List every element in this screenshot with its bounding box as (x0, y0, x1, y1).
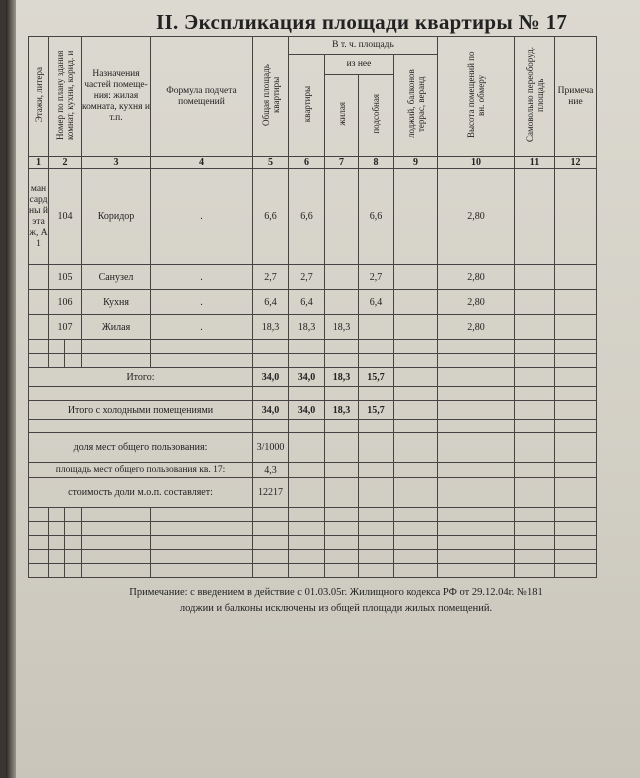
col-num: 1 (29, 157, 49, 169)
totals-label: Итого: (29, 368, 253, 387)
explication-table (28, 36, 597, 578)
cold-apt: 34,0 (289, 401, 325, 420)
col-num: 2 (49, 157, 82, 169)
col-num: 5 (253, 157, 289, 169)
room-apt: 18,3 (289, 315, 325, 340)
room-height: 2,80 (438, 315, 515, 340)
empty-row (29, 354, 597, 368)
shared-area-value: 4,3 (253, 463, 289, 478)
room-unauthorized (515, 169, 555, 265)
empty-row (29, 536, 597, 550)
header-of-it: из нее (325, 55, 394, 75)
room-name: Санузел (82, 265, 151, 290)
room-formula: . (151, 290, 253, 315)
room-height: 2,80 (438, 265, 515, 290)
totals-aux: 15,7 (359, 368, 394, 387)
room-name: Коридор (82, 169, 151, 265)
empty-row (29, 420, 597, 433)
room-aux (359, 315, 394, 340)
room-formula: . (151, 315, 253, 340)
col-num: 12 (555, 157, 597, 169)
shared-cost-value: 12217 (253, 478, 289, 508)
room-total: 2,7 (253, 265, 289, 290)
empty-row (29, 387, 597, 401)
header-living: жилая (325, 74, 359, 156)
col-num: 4 (151, 157, 253, 169)
room-loggia (394, 169, 438, 265)
header-height: Высота помещений по вн. обмеру (438, 37, 515, 157)
header-room-no: Номер по плану здания комнат, кухни, корид. и (49, 37, 82, 157)
room-height: 2,80 (438, 290, 515, 315)
empty-row (29, 522, 597, 536)
table-row (29, 265, 597, 290)
shared-cost-label: стоимость доли м.о.п. составляет: (29, 478, 253, 508)
footnote-line-1: Примечание: с введением в действие с 01.03.05г. Жилищного кодекса РФ от 29.12.04г. №181 (129, 587, 543, 598)
room-living (325, 169, 359, 265)
room-no: 107 (49, 315, 82, 340)
header-formula: Формула подчета помещений (151, 37, 253, 157)
header-loggias: лоджий, балконов террас, веранд (394, 55, 438, 157)
room-no: 105 (49, 265, 82, 290)
room-apt: 6,4 (289, 290, 325, 315)
document-title: II. Экспликация площади квартиры № 17 (156, 10, 568, 34)
cold-living: 18,3 (325, 401, 359, 420)
room-aux: 2,7 (359, 265, 394, 290)
document-page (6, 0, 640, 778)
room-no: 106 (49, 290, 82, 315)
empty-row (29, 508, 597, 522)
col-num: 9 (394, 157, 438, 169)
cold-total: 34,0 (253, 401, 289, 420)
shared-share-row (29, 433, 597, 463)
shared-cost-row (29, 478, 597, 508)
col-num: 8 (359, 157, 394, 169)
room-note (555, 169, 597, 265)
table-row (29, 290, 597, 315)
room-name: Кухня (82, 290, 151, 315)
col-num: 7 (325, 157, 359, 169)
room-name: Жилая (82, 315, 151, 340)
header-purpose: Назначения частей помеще-ния: жилая комната, кухня и т.п. (82, 37, 151, 157)
shared-area-label: площадь мест общего пользования кв. 17: (29, 463, 253, 478)
footnote (66, 585, 606, 617)
room-total: 18,3 (253, 315, 289, 340)
header-total-area: Общая площадь квартиры (253, 37, 289, 157)
room-total: 6,4 (253, 290, 289, 315)
room-height: 2,80 (438, 169, 515, 265)
header-floor: Этажи, литера (29, 37, 49, 157)
header-apartment: квартиры (289, 55, 325, 157)
empty-row (29, 340, 597, 354)
col-num: 10 (438, 157, 515, 169)
column-number-row (29, 157, 597, 169)
col-num: 3 (82, 157, 151, 169)
totals-row (29, 368, 597, 387)
shared-share-label: доля мест общего пользования: (29, 433, 253, 463)
totals-apt: 34,0 (289, 368, 325, 387)
room-living (325, 290, 359, 315)
footnote-line-2: лоджии и балконы исключены из общей площади жилых помещений. (179, 603, 493, 614)
room-living (325, 265, 359, 290)
cold-totals-row (29, 401, 597, 420)
shared-area-row (29, 463, 597, 478)
room-aux: 6,6 (359, 169, 394, 265)
table-row (29, 169, 597, 265)
room-formula: . (151, 169, 253, 265)
room-aux: 6,4 (359, 290, 394, 315)
empty-row (29, 564, 597, 578)
cold-totals-label: Итого с холодными помещениями (29, 401, 253, 420)
floor-label: ман сард ны й эта ж, А1 (29, 169, 49, 265)
room-no: 104 (49, 169, 82, 265)
header-note: Примеча ние (555, 37, 597, 157)
cold-aux: 15,7 (359, 401, 394, 420)
col-num: 6 (289, 157, 325, 169)
col-num: 11 (515, 157, 555, 169)
room-apt: 6,6 (289, 169, 325, 265)
room-total: 6,6 (253, 169, 289, 265)
room-apt: 2,7 (289, 265, 325, 290)
header-unauthorized: Самовольно переоборуд. площадь (515, 37, 555, 157)
table-row (29, 315, 597, 340)
header-auxiliary: подсобная (359, 74, 394, 156)
totals-living: 18,3 (325, 368, 359, 387)
page-binding-edge (6, 0, 16, 778)
header-incl-area: В т. ч. площадь (289, 37, 438, 55)
room-formula: . (151, 265, 253, 290)
shared-share-value: 3/1000 (253, 433, 289, 463)
totals-total: 34,0 (253, 368, 289, 387)
empty-row (29, 550, 597, 564)
room-living: 18,3 (325, 315, 359, 340)
